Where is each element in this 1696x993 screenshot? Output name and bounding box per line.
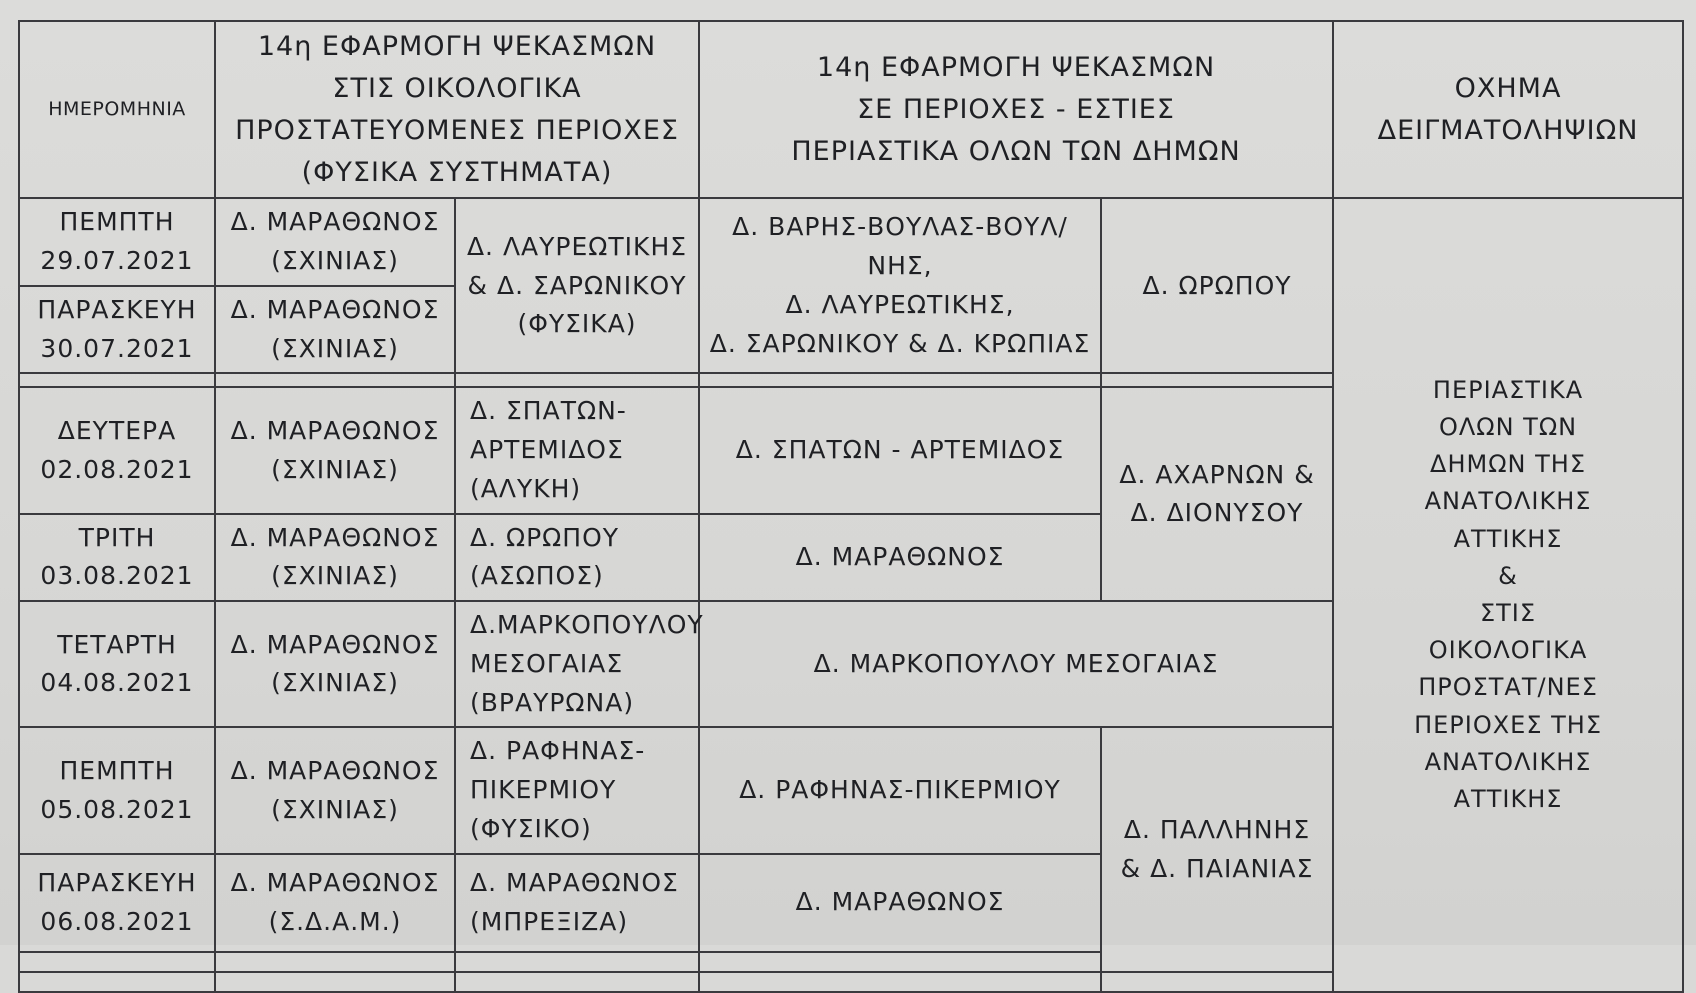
protected-area-cell: Δ. ΜΑΡΑΘΩΝΟΣ (ΣΧΙΝΙΑΣ)	[215, 727, 455, 853]
protected-area-cell: Δ. ΜΑΡΑΘΩΝΟΣ (ΜΠΡΕΞΙΖΑ)	[455, 854, 699, 952]
empty-cell	[19, 972, 215, 992]
empty-cell	[455, 952, 699, 972]
protected-area-cell: Δ. ΜΑΡΑΘΩΝΟΣ (Σ.Δ.Α.Μ.)	[215, 854, 455, 952]
hotspot-area-cell: Δ. ΜΑΡΚΟΠΟΥΛΟΥ ΜΕΣΟΓΑΙΑΣ	[699, 601, 1333, 727]
protected-area-cell: Δ. ΜΑΡΑΘΩΝΟΣ (ΣΧΙΝΙΑΣ)	[215, 601, 455, 727]
empty-cell	[215, 972, 455, 992]
hotspot-area-cell: Δ. ΒΑΡΗΣ-ΒΟΥΛΑΣ-ΒΟΥΛ/ΝΗΣ, Δ. ΛΑΥΡΕΩΤΙΚΗΣ, Δ. ΣΑΡΩΝΙΚΟΥ & Δ. ΚΡΩΠΙΑΣ	[699, 198, 1101, 373]
hotspot-area-cell: Δ. ΠΑΛΛΗΝΗΣ & Δ. ΠΑΙΑΝΙΑΣ	[1101, 727, 1333, 971]
date-cell: ΠΑΡΑΣΚΕΥΗ 30.07.2021	[19, 286, 215, 374]
date-cell: ΠΕΜΠΤΗ 05.08.2021	[19, 727, 215, 853]
empty-cell	[19, 952, 215, 972]
protected-area-cell: Δ. ΡΑΦΗΝΑΣ- ΠΙΚΕΡΜΙΟΥ (ΦΥΣΙΚΟ)	[455, 727, 699, 853]
header-sampling-vehicle: ΟΧΗΜΑ ΔΕΙΓΜΑΤΟΛΗΨΙΩΝ	[1333, 21, 1683, 198]
protected-area-cell: Δ.ΜΑΡΚΟΠΟΥΛΟΥ ΜΕΣΟΓΑΙΑΣ (ΒΡΑΥΡΩΝΑ)	[455, 601, 699, 727]
empty-cell	[1101, 373, 1333, 387]
empty-cell	[455, 373, 699, 387]
empty-cell	[699, 972, 1101, 992]
empty-cell	[19, 373, 215, 387]
protected-area-cell: Δ. ΜΑΡΑΘΩΝΟΣ (ΣΧΙΝΙΑΣ)	[215, 198, 455, 286]
sampling-vehicle-cell: ΠΕΡΙΑΣΤΙΚΑ ΟΛΩΝ ΤΩΝ ΔΗΜΩΝ ΤΗΣ ΑΝΑΤΟΛΙΚΗΣ ΑΤΤΙΚΗΣ & ΣΤΙΣ ΟΙΚΟΛΟΓΙΚΑ ΠΡΟΣΤΑΤ/ΝΕΣ ΠΕΡΙΟΧΕΣ ΤΗΣ ΑΝΑΤΟΛΙΚΗΣ ΑΤΤΙΚΗΣ	[1333, 198, 1683, 991]
date-cell: ΠΑΡΑΣΚΕΥΗ 06.08.2021	[19, 854, 215, 952]
hotspot-area-cell: Δ. ΡΑΦΗΝΑΣ-ΠΙΚΕΡΜΙΟΥ	[699, 727, 1101, 853]
header-hotspot-areas: 14η ΕΦΑΡΜΟΓΗ ΨΕΚΑΣΜΩΝ ΣΕ ΠΕΡΙΟΧΕΣ - ΕΣΤΙΕΣ ΠΕΡΙΑΣΤΙΚΑ ΟΛΩΝ ΤΩΝ ΔΗΜΩΝ	[699, 21, 1333, 198]
empty-cell	[1101, 972, 1333, 992]
header-protected-areas: 14η ΕΦΑΡΜΟΓΗ ΨΕΚΑΣΜΩΝ ΣΤΙΣ ΟΙΚΟΛΟΓΙΚΑ ΠΡΟΣΤΑΤΕΥΟΜΕΝΕΣ ΠΕΡΙΟΧΕΣ (ΦΥΣΙΚΑ ΣΥΣΤΗΜΑΤΑ)	[215, 21, 699, 198]
table-row	[19, 198, 1683, 286]
protected-area-cell: Δ. ΩΡΩΠΟΥ (ΑΣΩΠΟΣ)	[455, 514, 699, 602]
hotspot-area-cell: Δ. ΩΡΩΠΟΥ	[1101, 198, 1333, 373]
protected-area-cell: Δ. ΜΑΡΑΘΩΝΟΣ (ΣΧΙΝΙΑΣ)	[215, 514, 455, 602]
protected-area-cell: Δ. ΣΠΑΤΩΝ- ΑΡΤΕΜΙΔΟΣ (ΑΛΥΚΗ)	[455, 387, 699, 513]
protected-area-cell: Δ. ΜΑΡΑΘΩΝΟΣ (ΣΧΙΝΙΑΣ)	[215, 387, 455, 513]
empty-cell	[699, 952, 1101, 972]
hotspot-area-cell: Δ. ΣΠΑΤΩΝ - ΑΡΤΕΜΙΔΟΣ	[699, 387, 1101, 513]
date-cell: ΠΕΜΠΤΗ 29.07.2021	[19, 198, 215, 286]
hotspot-area-cell: Δ. ΜΑΡΑΘΩΝΟΣ	[699, 514, 1101, 602]
hotspot-area-cell: Δ. ΑΧΑΡΝΩΝ & Δ. ΔΙΟΝΥΣΟΥ	[1101, 387, 1333, 601]
empty-cell	[215, 952, 455, 972]
spraying-schedule-table	[18, 20, 1684, 993]
empty-cell	[215, 373, 455, 387]
date-cell: ΔΕΥΤΕΡΑ 02.08.2021	[19, 387, 215, 513]
empty-cell	[699, 373, 1101, 387]
protected-area-cell: Δ. ΜΑΡΑΘΩΝΟΣ (ΣΧΙΝΙΑΣ)	[215, 286, 455, 374]
header-date: ΗΜΕΡΟΜΗΝΙΑ	[19, 21, 215, 198]
header-row	[19, 21, 1683, 198]
date-cell: ΤΕΤΑΡΤΗ 04.08.2021	[19, 601, 215, 727]
date-cell: ΤΡΙΤΗ 03.08.2021	[19, 514, 215, 602]
empty-cell	[455, 972, 699, 992]
protected-area-cell: Δ. ΛΑΥΡΕΩΤΙΚΗΣ & Δ. ΣΑΡΩΝΙΚΟΥ (ΦΥΣΙΚΑ)	[455, 198, 699, 373]
hotspot-area-cell: Δ. ΜΑΡΑΘΩΝΟΣ	[699, 854, 1101, 952]
